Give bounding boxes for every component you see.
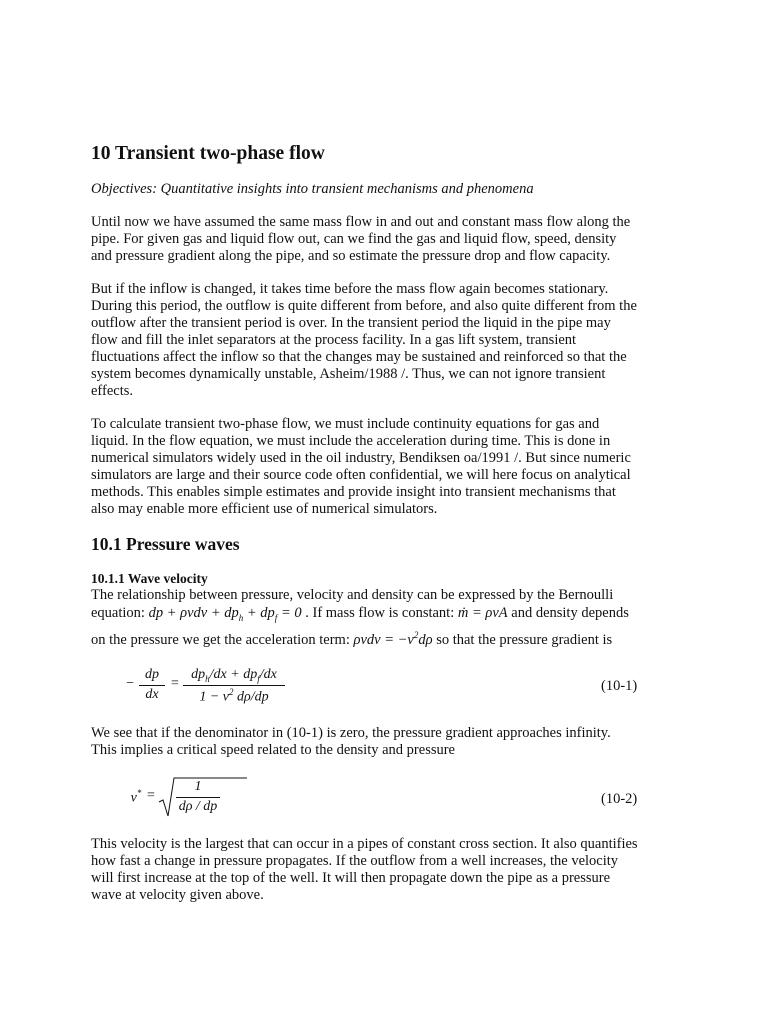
closing-paragraph — [91, 836, 687, 904]
paragraph-line: This implies a critical speed related to the density and pressure — [91, 742, 455, 758]
paragraph-line: fluctuations affect the inflow so that the changes may be sustained and reinforced so that the — [91, 349, 627, 365]
equation-10-2 — [128, 774, 238, 820]
paragraph-line: and pressure gradient along the pipe, and so estimate the pressure drop and flow capacity. — [91, 248, 611, 264]
paragraph-line: pipe. For given gas and liquid flow out, can we find the gas and liquid flow, speed, density — [91, 231, 617, 247]
eq1-rhs-numerator: $dp_h/dx + dp_f/dx$ — [191, 667, 277, 684]
eq1-lhs-numerator: dp — [145, 667, 159, 682]
paragraph-line: To calculate transient two-phase flow, we must include continuity equations for gas and — [91, 416, 600, 432]
eq2-equals: = — [147, 788, 155, 803]
acceleration-equation: $\rho vdv = -v^2d\rho$ — [353, 630, 433, 648]
paragraph-line: During this period, the outflow is quite different from before, and also quite different from the — [91, 298, 637, 314]
eq1-lhs-denominator: dx — [145, 687, 159, 702]
paragraph-line: wave at velocity given above. — [91, 887, 264, 903]
line-text: equation: — [91, 605, 149, 621]
mass-flow-equation: ṁ = ρvA — [457, 605, 508, 621]
equation-10-1 — [125, 664, 325, 708]
paragraph-after-eq1 — [91, 725, 687, 759]
paragraph-line: flow and fill the inlet separators at the process facility. In a gas lift system, transient — [91, 332, 577, 348]
bernoulli-equation-line — [91, 605, 629, 623]
line-text: and density depends — [507, 605, 629, 621]
paragraph-line: simulators are large and their source code often confidential, we will here focus on analytical — [91, 467, 631, 483]
acceleration-term-line — [91, 630, 612, 649]
paragraph-line: liquid. In the flow equation, we must include the acceleration during time. This is done in — [91, 433, 611, 449]
objectives-text: Objectives: Quantitative insights into transient mechanisms and phenomena — [91, 181, 534, 197]
subsubsection-heading: 10.1.1 Wave velocity — [91, 571, 208, 586]
paragraph-line: system becomes dynamically unstable, Asheim/1988 /. Thus, we can not ignore transient — [91, 366, 606, 382]
paragraph-1 — [91, 214, 687, 265]
line-text: on the pressure we get the acceleration term: — [91, 631, 354, 648]
bernoulli-equation: dp + $\rho vdv + dp_h + dp_f = 0$ — [148, 605, 302, 623]
line-text: . If mass flow is constant: — [301, 605, 458, 621]
paragraph-line: also may enable more efficient use of numerical simulators. — [91, 501, 438, 517]
eq1-rhs-fraction-bar — [183, 685, 285, 686]
line-text: so that the pressure gradient is — [432, 631, 613, 648]
paragraph-line: numerical simulators widely used in the oil industry, Bendiksen oa/1991 /. But since numeric — [91, 450, 631, 466]
paragraph-line: how fast a change in pressure propagates. If the outflow from a well increases, the velocity — [91, 853, 619, 869]
paragraph-line: methods. This enables simple estimates and provide insight into transient mechanisms that — [91, 484, 616, 500]
equation-number-10-2: (10-2) — [601, 791, 638, 807]
section-heading: 10 Transient two-phase flow — [91, 143, 325, 164]
paragraph-3 — [91, 416, 687, 518]
eq2-fraction-bar — [176, 797, 220, 798]
bernoulli-intro-line: The relationship between pressure, velocity and density can be expressed by the Bernoulli — [91, 587, 614, 603]
paragraph-2 — [91, 281, 687, 400]
eq2-numerator: 1 — [194, 779, 202, 794]
eq2-lhs: v* — [130, 788, 142, 806]
paragraph-line: outflow after the transient period is over. In the transient period the liquid in the pipe may — [91, 315, 611, 331]
eq1-equals: = — [171, 676, 179, 691]
eq2-denominator: dρ / dp — [178, 799, 218, 814]
equation-number-10-1: (10-1) — [601, 678, 638, 694]
paragraph-line: But if the inflow is changed, it takes time before the mass flow again becomes stationary. — [91, 281, 609, 297]
paragraph-line: will first increase at the top of the well. It will then propagate down the pipe as a pressure — [91, 870, 611, 886]
eq1-lhs-fraction-bar — [139, 685, 165, 686]
eq1-minus: − — [125, 676, 135, 691]
subsection-heading: 10.1 Pressure waves — [91, 534, 240, 554]
paragraph-line: effects. — [91, 383, 133, 399]
paragraph-line: Until now we have assumed the same mass flow in and out and constant mass flow along the — [91, 214, 631, 230]
paragraph-line: This velocity is the largest that can occur in a pipes of constant cross section. It also quantifies — [91, 836, 638, 852]
eq1-rhs-denominator: $1 - v^2$ dρ/dp — [199, 687, 269, 705]
paragraph-line: We see that if the denominator in (10-1) is zero, the pressure gradient approaches infinity. — [91, 725, 611, 741]
